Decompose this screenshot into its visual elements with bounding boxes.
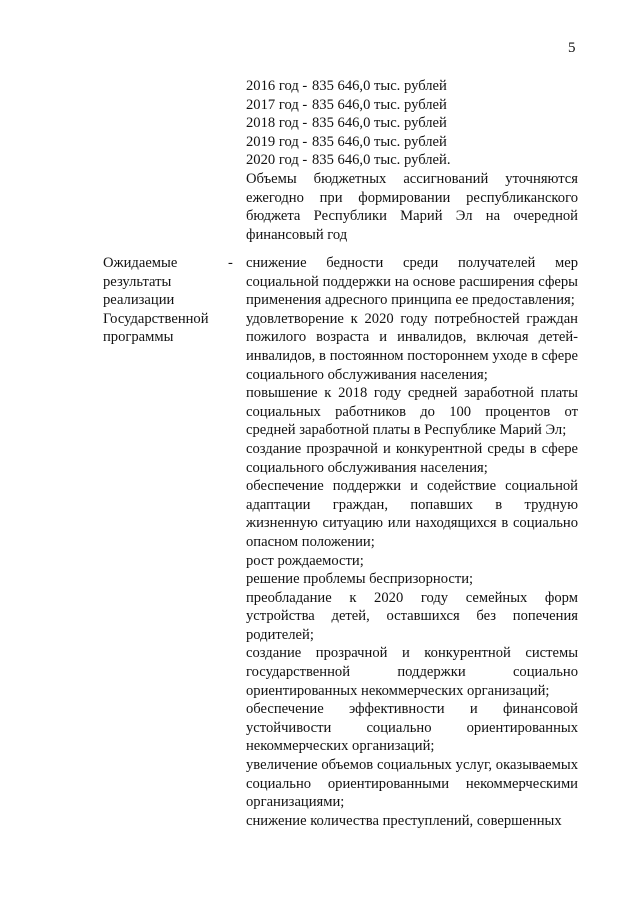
section-label-line: Ожидаемые <box>103 255 178 271</box>
result-item: обеспечение эффективности и финансовой устойчивости социально ориентированных некоммерческих организаций; <box>246 701 578 755</box>
funding-year: 2019 год - <box>246 133 308 150</box>
funding-amount: 835 646,0 тыс. рублей. <box>312 152 451 169</box>
section-label-line: программы <box>103 329 174 346</box>
funding-row <box>246 96 578 115</box>
result-item: рост рождаемости; <box>246 552 364 569</box>
funding-note: Объемы бюджетных ассигнований уточняются ежегодно при формировании республиканского бюджета Республики Марий Эл на очередной финансовый год <box>246 170 578 243</box>
section-dash: - <box>228 255 233 271</box>
funding-row <box>246 151 578 170</box>
result-item: создание прозрачной и конкурентной среды в сфере социального обслуживания населения; <box>246 440 578 476</box>
section-label-line: Государственной <box>103 310 209 327</box>
funding-year: 2018 год - <box>246 115 308 132</box>
result-item: снижение количества преступлений, совершенных <box>246 812 562 829</box>
result-item: удовлетворение к 2020 году потребностей граждан пожилого возраста и инвалидов, включая детей-инвалидов, в постоянном постороннем уходе в сфере социального обслуживания населения; <box>246 310 578 383</box>
funding-amount: 835 646,0 тыс. рублей <box>312 115 447 132</box>
result-item: повышение к 2018 году средней заработной платы социальных работников до 100 процентов от средней заработной платы в Республике Марий Эл; <box>246 385 578 439</box>
result-item: увеличение объемов социальных услуг, оказываемых социально ориентированными некоммерческими организациями; <box>246 757 578 811</box>
result-item: создание прозрачной и конкурентной системы государственной поддержки социально ориентированных некоммерческих организаций; <box>246 645 578 699</box>
funding-row <box>246 77 578 96</box>
funding-amount: 835 646,0 тыс. рублей <box>312 96 447 113</box>
funding-year: 2020 год - <box>246 152 308 169</box>
funding-row <box>246 114 578 133</box>
section-label-line: результаты <box>103 273 172 290</box>
results-list <box>246 254 578 830</box>
result-item: обеспечение поддержки и содействие социальной адаптации граждан, попавших в трудную жизненную ситуацию или находящихся в социально опасном положении; <box>246 478 578 550</box>
result-item: снижение бедности среди получателей мер социальной поддержки на основе расширения сферы применения адресного принципа ее предоставления; <box>246 255 578 309</box>
result-item: решение проблемы беспризорности; <box>246 571 474 588</box>
funding-year: 2017 год - <box>246 96 308 113</box>
funding-amount: 835 646,0 тыс. рублей <box>312 78 447 94</box>
section-label <box>103 254 221 347</box>
funding-row <box>246 133 578 152</box>
funding-block <box>246 77 578 244</box>
section-label-line: реализации <box>103 292 175 309</box>
funding-amount: 835 646,0 тыс. рублей <box>312 133 447 150</box>
result-item: преобладание к 2020 году семейных форм устройства детей, оставшихся без попечения родителей; <box>246 589 578 643</box>
funding-year: 2016 год - <box>246 78 308 94</box>
page-number: 5 <box>568 40 576 56</box>
